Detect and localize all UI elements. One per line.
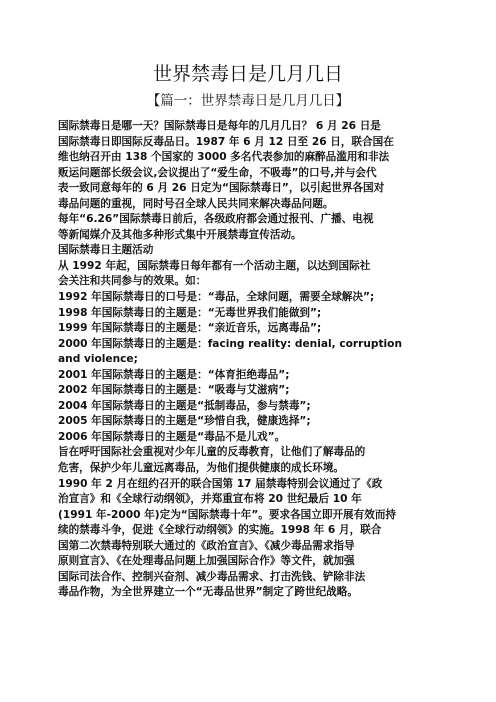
text-line: 治宣言》和《全球行动纲领》，并郑重宣布将 20 世纪最后 10 年 — [58, 493, 362, 506]
text-line: 2000 年国际禁毒日的主题是：facing reality: denial, corruption — [58, 337, 402, 350]
text-line: 会关注和共同参与的效果。如： — [58, 275, 207, 288]
text-line: 等新闻媒介及其他多种形式集中开展禁毒宣传活动。 — [58, 228, 302, 241]
text-line: 毒品问题的重视，同时号召全球人民共同来解决毒品问题。 — [58, 197, 334, 210]
text-line: 1990 年 2 月在纽约召开的联合国第 17 届禁毒特别会议通过了《政 — [58, 477, 383, 490]
text-line: 2002 年国际禁毒日的主题是：“吸毒与艾滋病”; — [58, 384, 290, 397]
text-line: 危害，保护少年儿童远离毒品，为他们提供健康的成长环境。 — [58, 462, 345, 475]
text-line: 续的禁毒斗争，促进《全球行动纲领》的实施。1998 年 6 月，联合 — [58, 524, 382, 537]
text-line: 维也纳召开由 138 个国家的 3000 多名代表参加的麻醉品滥用和非法 — [58, 151, 390, 164]
text-line: (1991 年-2000 年)定为“国际禁毒十年”。要求各国立即开展有效而持 — [58, 508, 397, 521]
text-line: and violence; — [58, 353, 138, 366]
text-line: 国际禁毒日是哪一天？国际禁毒日是每年的几月几日？ 6 月 26 日是 — [58, 120, 381, 132]
text-line: 2006 年国际禁毒日的主题是“毒品不是儿戏”。 — [58, 430, 286, 443]
text-line: 国际禁毒日主题活动 — [58, 244, 154, 257]
text-line: 2001 年国际禁毒日的主题是：“体育拒绝毒品”; — [58, 368, 290, 381]
text-line: 1998 年国际禁毒日的主题是：“无毒世界我们能做到”; — [58, 306, 322, 319]
text-line: 国第二次禁毒特别联大通过的《政治宣言》、《减少毒品需求指导 — [58, 539, 355, 552]
text-line: 贩运问题部长级会议,会议提出了“爱生命，不吸毒”的口号,并与会代 — [58, 166, 377, 179]
document-subtitle: 【篇一：世界禁毒日是几月几日】 — [146, 93, 350, 109]
text-line: 原则宣言》、《在处理毒品问题上加强国际合作》等文件，就加强 — [58, 555, 355, 568]
text-line: 2004 年国际禁毒日的主题是“抵制毒品，参与禁毒”; — [58, 399, 311, 412]
text-line: 1992 年国际禁毒日的口号是：“毒品，全球问题，需要全球解决”; — [58, 291, 375, 304]
text-line: 从 1992 年起，国际禁毒日每年都有一个活动主题，以达到国际社 — [58, 259, 371, 272]
text-line: 每年“6.26”国际禁毒日前后，各级政府都会通过报刊、广播、电视 — [58, 213, 374, 226]
text-line: 2005 年国际禁毒日的主题是“珍惜自我，健康选择”; — [58, 415, 311, 428]
text-line: 国际司法合作、控制兴奋剂、减少毒品需求、打击洗钱、铲除非法 — [58, 570, 366, 583]
text-line: 表一致同意每年的 6 月 26 日定为“国际禁毒日”，以引起世界各国对 — [58, 182, 385, 195]
text-line: 1999 年国际禁毒日的主题是：“亲近音乐，远离毒品”; — [58, 322, 322, 335]
text-line: 毒品作物，为全世界建立一个“无毒品世界”制定了跨世纪战略。 — [58, 586, 358, 599]
document-title: 世界禁毒日是几月几日 — [152, 63, 343, 85]
document-body — [58, 119, 438, 601]
text-line: 旨在呼吁国际社会重视对少年儿童的反毒教育，让他们了解毒品的 — [58, 446, 366, 459]
text-line: 国际禁毒日即国际反毒品日。1987 年 6 月 12 日至 26 日，联合国在 — [58, 135, 394, 148]
